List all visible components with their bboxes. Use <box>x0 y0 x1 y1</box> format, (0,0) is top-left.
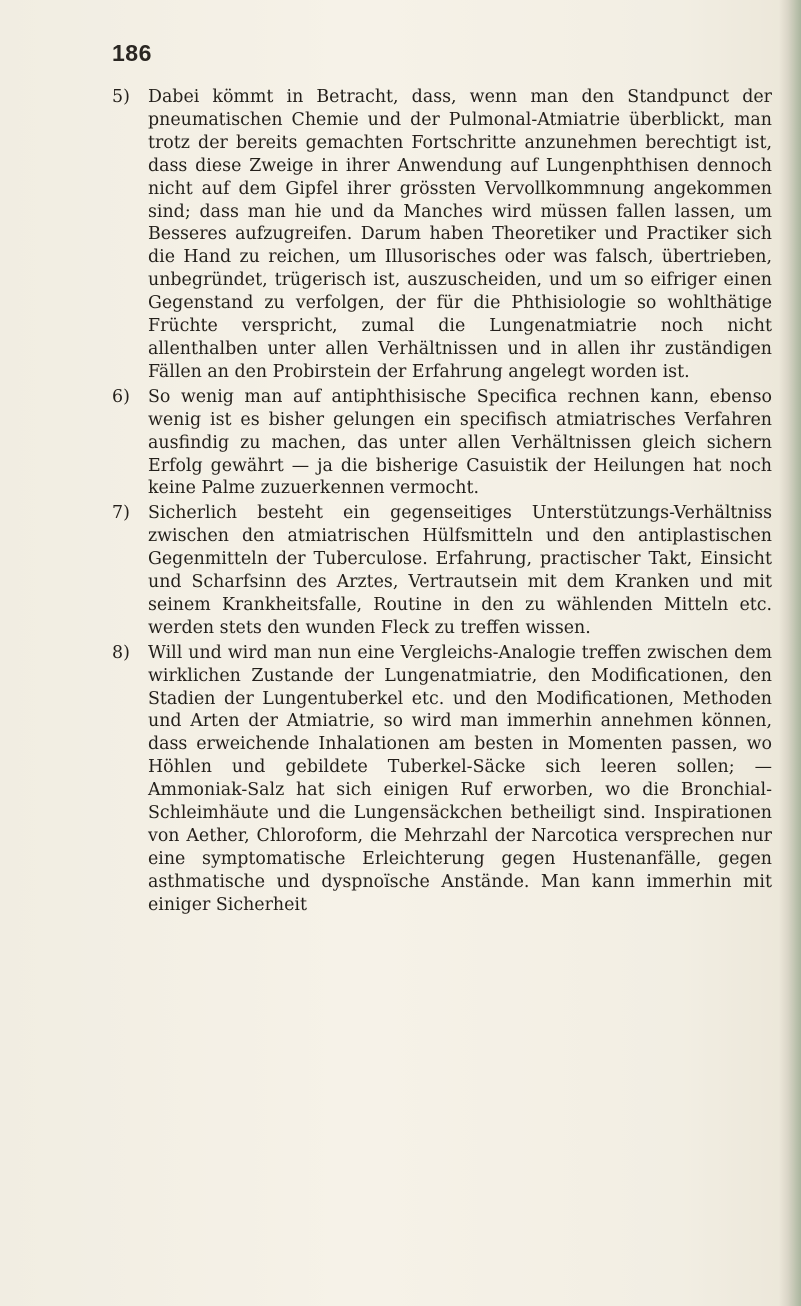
paragraph-number: 8) <box>112 642 130 663</box>
page-edge-shadow <box>779 0 801 1306</box>
paragraph-number: 6) <box>112 386 130 407</box>
paragraph-number: 7) <box>112 503 130 524</box>
paragraph-text: So wenig man auf antiphthisische Specifica rechnen kann, ebenso wenig ist es bisher gelungen ein specifisch atmiatrisches Verfahren ausfindig zu machen, das unter allen Verhältnissen gleich sichern Erfolg gewährt — ja die bisherige Casuistik der Heilungen hat noch keine Palme zuzuerkennen vermocht. <box>148 386 772 499</box>
numbered-paragraph-5 <box>112 86 772 384</box>
paragraph-text: Dabei kömmt in Betracht, dass, wenn man den Standpunct der pneumatischen Chemie und der Pulmonal-Atmiatrie überblickt, man trotz der bereits gemachten Fortschritte anzunehmen berechtigt ist, dass diese Zweige in ihrer Anwendung auf Lungenphthisen dennoch nicht auf dem Gipfel ihrer grössten Vervollkommnung angekommen sind; dass man hie und da Manches wird müssen fallen lassen, um Besseres aufzugreifen. Darum haben Theoretiker und Practiker sich die Hand zu reichen, um Illusorisches oder was falsch, übertrieben, unbegründet, trügerisch ist, auszuscheiden, und um so eifriger einen Gegenstand zu verfolgen, der für die Phthisiologie so wohlthätige Früchte verspricht, zumal die Lungenatmiatrie noch nicht allenthalben unter allen Verhältnissen und in allen ihr zuständigen Fällen an den Probirstein der Erfahrung angelegt worden ist. <box>148 87 772 382</box>
paragraph-text: Sicherlich besteht ein gegenseitiges Unterstützungs-Verhältniss zwischen den atmiatrischen Hülfsmitteln und den antiplastischen Gegenmitteln der Tuberculose. Erfahrung, practischer Takt, Einsicht und Scharfsinn des Arztes, Vertrautsein mit dem Kranken und mit seinem Krankheitsfalle, Routine in den zu wählenden Mitteln etc. werden stets den wunden Fleck zu treffen wissen. <box>148 503 772 638</box>
page-number: 186 <box>112 40 152 66</box>
paragraph-number: 5) <box>112 87 130 107</box>
numbered-paragraph-6 <box>112 386 772 501</box>
numbered-paragraph-7 <box>112 502 772 639</box>
main-text <box>112 86 772 919</box>
numbered-paragraph-8 <box>112 642 772 917</box>
paragraph-text: Will und wird man nun eine Vergleichs-Analogie treffen zwischen dem wirklichen Zustande der Lungenatmiatrie, den Modificationen, den Stadien der Lungentuberkel etc. und den Modificationen, Methoden und Arten der Atmiatrie, so wird man immerhin annehmen können, dass erweichende Inhalationen am besten in Momenten passen, wo Höhlen und gebildete Tuberkel-Säcke sich leeren sollen; — Ammoniak-Salz hat sich einigen Ruf erworben, wo die Bronchial-Schleimhäute und die Lungensäckchen betheiligt sind. Inspirationen von Aether, Chloroform, die Mehrzahl der Narcotica versprechen nur eine symptomatische Erleichterung gegen Hustenanfälle, gegen asthmatische und dyspnoïsche Anstände. Man kann immerhin mit einiger Sicherheit <box>148 642 772 915</box>
